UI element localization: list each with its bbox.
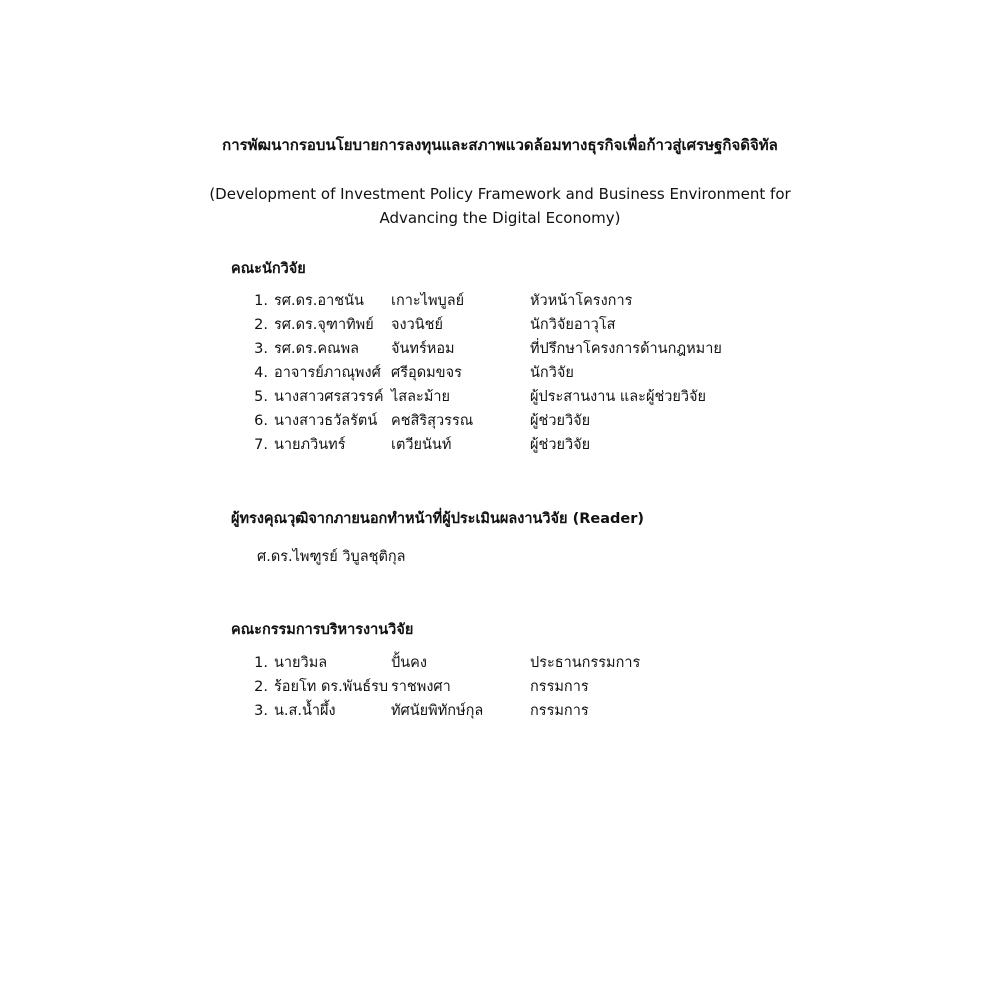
researcher-last-name: ไสละม้าย <box>391 389 451 405</box>
committee-row <box>0 651 1000 675</box>
researchers-heading: คณะนักวิจัย <box>231 261 306 277</box>
row-number: 5. <box>254 389 268 405</box>
researcher-row <box>0 433 1000 457</box>
reader-heading: ผู้ทรงคุณวุฒิจากภายนอกทำหน้าที่ผู้ประเมินผลงานวิจัย (Reader) <box>231 511 645 527</box>
researcher-first-name: รศ.ดร.คณพล <box>274 341 360 357</box>
researcher-role: ผู้ช่วยวิจัย <box>530 413 591 429</box>
researcher-first-name: นางสาวศรสวรรค์ <box>274 389 384 405</box>
researcher-row <box>0 313 1000 337</box>
researcher-last-name: ศรีอุดมขจร <box>391 365 462 381</box>
committee-first-name: นายวิมล <box>274 655 328 671</box>
row-number: 7. <box>254 437 268 453</box>
researcher-row <box>0 289 1000 313</box>
committee-row <box>0 675 1000 699</box>
researcher-row <box>0 337 1000 361</box>
document-title-english <box>0 182 1000 230</box>
row-number: 3. <box>254 703 268 719</box>
researcher-first-name: รศ.ดร.จุฑาทิพย์ <box>274 317 374 333</box>
researcher-last-name: เกาะไพบูลย์ <box>391 293 465 309</box>
row-number: 2. <box>254 317 268 333</box>
committee-role: ประธานกรรมการ <box>530 655 641 671</box>
document-title-thai: การพัฒนากรอบนโยบายการลงทุนและสภาพแวดล้อมทางธุรกิจเพื่อก้าวสู่เศรษฐกิจดิจิทัล <box>222 136 778 154</box>
committee-first-name: น.ส.น้ำผึ้ง <box>274 703 336 719</box>
researcher-last-name: จงวนิชย์ <box>391 317 443 333</box>
researcher-role: ผู้ช่วยวิจัย <box>530 437 591 453</box>
researcher-last-name: จันทร์หอม <box>391 341 455 357</box>
researcher-first-name: นายภวินทร์ <box>274 437 346 453</box>
row-number: 3. <box>254 341 268 357</box>
researcher-role: นักวิจัยอาวุโส <box>530 317 616 333</box>
researcher-role: ที่ปรึกษาโครงการด้านกฎหมาย <box>530 341 722 357</box>
researcher-role: ผู้ประสานงาน และผู้ช่วยวิจัย <box>530 389 707 405</box>
researcher-first-name: นางสาวธวัลรัตน์ <box>274 413 378 429</box>
row-number: 2. <box>254 679 268 695</box>
committee-first-name: ร้อยโท ดร.พันธ์รบ <box>274 679 389 695</box>
row-number: 4. <box>254 365 268 381</box>
researcher-row <box>0 409 1000 433</box>
committee-last-name: ปั้นคง <box>391 655 427 671</box>
reader-name: ศ.ดร.ไพฑูรย์ วิบูลชุติกุล <box>257 549 406 565</box>
title-english-line-2: Advancing the Digital Economy) <box>379 209 621 227</box>
committee-last-name: ราชพงศา <box>391 679 451 695</box>
researcher-row <box>0 385 1000 409</box>
committee-row <box>0 699 1000 723</box>
title-english-line-1: (Development of Investment Policy Framework and Business Environment for <box>209 185 791 203</box>
row-number: 1. <box>254 655 268 671</box>
researcher-first-name: อาจารย์ภาณุพงศ์ <box>274 365 381 381</box>
committee-last-name: ทัศนัยพิทักษ์กุล <box>391 703 484 719</box>
researcher-row <box>0 361 1000 385</box>
researcher-role: นักวิจัย <box>530 365 574 381</box>
row-number: 1. <box>254 293 268 309</box>
researcher-last-name: เตวียนันท์ <box>391 437 452 453</box>
committee-role: กรรมการ <box>530 679 589 695</box>
committee-heading: คณะกรรมการบริหารงานวิจัย <box>231 622 414 638</box>
researcher-last-name: คชสิริสุวรรณ <box>391 413 474 429</box>
researcher-first-name: รศ.ดร.อาชนัน <box>274 293 364 309</box>
row-number: 6. <box>254 413 268 429</box>
researcher-role: หัวหน้าโครงการ <box>530 293 633 309</box>
committee-role: กรรมการ <box>530 703 589 719</box>
